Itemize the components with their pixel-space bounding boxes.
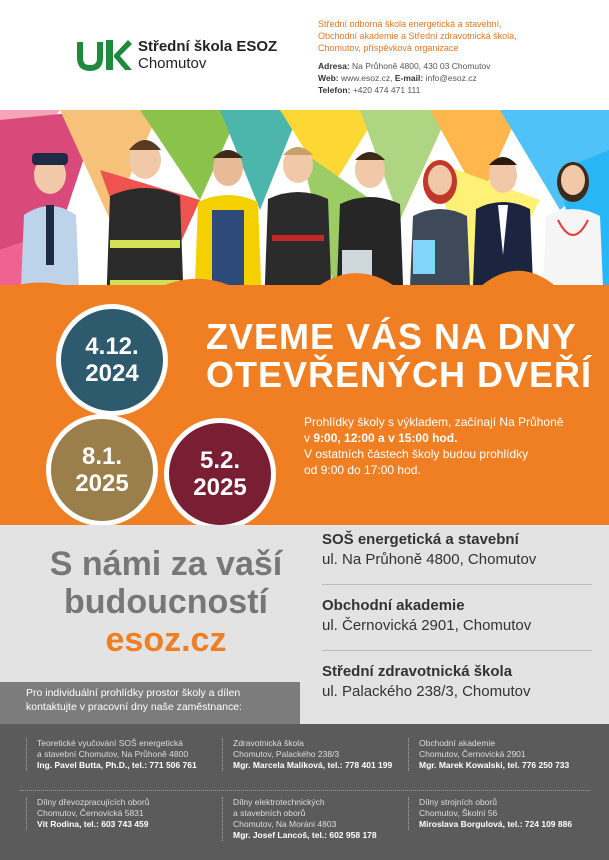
date-2-year: 2025 [75, 470, 129, 497]
contact-line: Dílny dřevozpracujících oborů [37, 797, 150, 807]
note-line-1: Pro individuální prohlídky prostor školy a dílen [26, 687, 241, 699]
date-badge-3 [164, 418, 276, 530]
contact-card [222, 738, 402, 771]
web-link[interactable]: www.esoz.cz [341, 73, 391, 83]
logo-city: Chomutov [138, 55, 207, 72]
date-2-day: 8.1. [81, 443, 123, 470]
individual-tours-note [26, 686, 296, 714]
tour-line-4: od 9:00 do 17:00 hod. [304, 463, 421, 477]
divider [322, 584, 592, 585]
tour-line-2 [304, 430, 604, 446]
contact-card [26, 738, 206, 771]
school-item [322, 662, 592, 702]
date-1-year: 2024 [85, 360, 139, 387]
divider [322, 650, 592, 651]
school-name: SOŠ energetická a stavební [322, 531, 519, 548]
org-line-1: Střední odborná škola energetická a stavební, [318, 19, 502, 29]
slogan-line-1: S námi za vaší [49, 545, 283, 583]
contact-card [408, 738, 588, 771]
contact-line: Chomutov, Černovická 5831 [37, 808, 144, 818]
school-logo[interactable] [76, 38, 277, 72]
contact-line: Chomutov, Školní 56 [419, 808, 498, 818]
contact-card [408, 797, 588, 830]
tour-info [304, 414, 604, 478]
contact-line: Dílny elektrotechnických [233, 797, 325, 807]
org-line-3: Chomutov, příspěvková organizace [318, 43, 459, 53]
tour-times-prefix: v [304, 431, 314, 445]
contact-person: Mgr. Marek Kowalski, tel. 776 250 733 [419, 760, 570, 770]
contact-person: Vít Rodina, tel.: 603 743 459 [37, 819, 149, 829]
logo-name: Střední škola ESOZ [138, 38, 278, 55]
headline-line-1: ZVEME VÁS NA DNY [206, 316, 577, 357]
slogan [36, 545, 296, 659]
address-value: Na Průhoně 4800, 430 03 Chomutov [352, 61, 491, 71]
school-item [322, 596, 592, 636]
school-item [322, 530, 592, 570]
school-name: Obchodní akademie [322, 597, 465, 614]
contact-line: a stavební Chomutov, Na Průhoně 4800 [37, 749, 189, 759]
web-line: Web: www.esoz.cz, E-mail: info@esoz.cz [318, 73, 477, 83]
phone-line [318, 84, 598, 96]
phone-value: +420 474 471 111 [352, 85, 421, 95]
contact-line: Obchodní akademie [419, 738, 496, 748]
date-1-day: 4.12. [85, 333, 139, 360]
tour-line-3: V ostatních částech školy budou prohlídky [304, 447, 529, 461]
headline [206, 318, 606, 394]
contact-person: Mgr. Josef Lancoš, tel.: 602 958 178 [233, 830, 377, 840]
contact-line: Dílny strojních oborů [419, 797, 497, 807]
tour-times: 9:00, 12:00 a v 15:00 hod. [313, 431, 458, 445]
date-badge-2 [46, 414, 158, 526]
date-3-year: 2025 [193, 474, 247, 501]
school-address: ul. Na Průhoně 4800, Chomutov [322, 551, 537, 568]
school-name: Střední zdravotnická škola [322, 663, 513, 680]
contact-line: Chomutov, Na Moráni 4803 [233, 819, 337, 829]
date-3-day: 5.2. [199, 447, 241, 474]
contact-person: Miroslava Borgulová, tel.: 724 109 886 [419, 819, 573, 829]
contact-line: Teoretické vyučování SOŠ energetická [37, 738, 183, 748]
contact-card [222, 797, 402, 841]
web-label: Web: [318, 73, 339, 83]
org-line-2: Obchodní akademie a Střední zdravotnická škola, [318, 31, 517, 41]
footer-divider [20, 790, 590, 791]
phone-label: Telefon: [318, 85, 351, 95]
address-line [318, 60, 598, 72]
contact-card [26, 797, 206, 830]
contact-person: Mgr. Marcela Malíková, tel.: 778 401 199 [233, 760, 393, 770]
logo-text [138, 38, 277, 72]
contact-line: Chomutov, Černovická 2901 [419, 749, 526, 759]
slogan-line-2: budoucností [64, 583, 268, 621]
email-link[interactable]: info@esoz.cz [425, 73, 477, 83]
esoz-logo-icon [76, 38, 132, 72]
school-address: ul. Palackého 238/3, Chomutov [322, 683, 531, 700]
header [0, 0, 609, 110]
address-label: Adresa: [318, 61, 350, 71]
contact-line: a stavebních oborů [233, 808, 306, 818]
note-line-2: kontaktujte v pracovní dny naše zaměstnance: [26, 701, 242, 713]
contact-line: Zdravotnická škola [233, 738, 304, 748]
organization-name [318, 18, 598, 54]
email-label: E-mail: [394, 73, 424, 83]
slogan-web[interactable]: esoz.cz [105, 621, 227, 659]
contact-line: Chomutov, Palackého 238/3 [233, 749, 340, 759]
date-badge-1 [56, 304, 168, 416]
contact-info [318, 60, 598, 96]
school-address: ul. Černovická 2901, Chomutov [322, 617, 532, 634]
tour-line-1: Prohlídky školy s výkladem, začínají Na Průhoně [304, 415, 564, 429]
contact-person: Ing. Pavel Butta, Ph.D., tel.: 771 506 761 [37, 760, 197, 770]
headline-line-2: OTEVŘENÝCH DVEŘÍ [206, 354, 593, 395]
